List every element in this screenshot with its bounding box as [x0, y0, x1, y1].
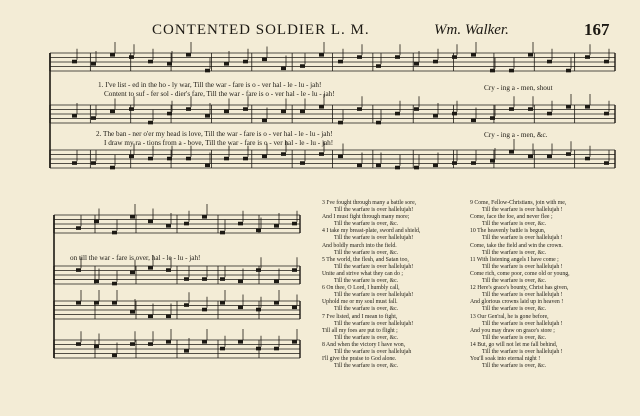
- verse-line: Till the warfare is over hallelujah!: [334, 263, 414, 270]
- verse-line: 5 The world, the flesh, and Satan too,: [322, 256, 409, 263]
- verse-line: Till the warfare is over, &c.: [334, 363, 399, 370]
- verse-line: 9 Come, Fellow-Christians, join with me,: [470, 200, 567, 206]
- verse-line: Till the warfare is over hallelujah: [334, 348, 412, 355]
- verse-line: Unite and strive what they can do ;: [322, 270, 403, 277]
- verse-line: Till the warfare is over hallelujah!: [334, 235, 414, 242]
- verse-line: And glorious crowns laid up in heaven !: [470, 299, 564, 306]
- verse-line: And you may draw on grace's store ;: [470, 327, 555, 334]
- lyric-line-3: 2. The ban - ner o'er my head is love, Till the war - fare is o - ver hal - le - lu - jah!: [96, 130, 333, 138]
- verse-line: Till the warfare is over hallelujah !: [482, 263, 563, 270]
- verse-line: 8 And when the victory I have won,: [322, 341, 406, 348]
- refrain-line-2: Cry - ing a - men, &c.: [484, 131, 548, 139]
- verse-line: Come, take the field and win the crown.: [470, 242, 563, 249]
- verse-line: Till the warfare is over hallelujah!: [334, 292, 414, 299]
- verse-line: Till the warfare is over, &c.: [334, 306, 399, 313]
- verse-line: You'll soak into eternal night !: [470, 356, 541, 363]
- verses-column-left: [322, 200, 420, 370]
- verse-line: 12 Here's grace's bounty, Christ has given,: [470, 285, 569, 292]
- verse-line: Till the warfare is over hallelujah !: [482, 235, 563, 242]
- lyric-line-4: I draw my ra - tions from a - bove, Till the war - fare is o - ver hal - le - lu - jah!: [104, 139, 334, 147]
- verse-line: Till the warfare is over, &c.: [482, 363, 547, 370]
- page-number: 167: [584, 20, 610, 39]
- verse-line: I'll give the praise to God alone.: [322, 356, 397, 363]
- verse-line: Uphold me or my soul must fall.: [322, 299, 398, 306]
- verse-line: 10 The heavenly battle is begun,: [470, 228, 546, 235]
- verse-line: Till the warfare is over, &c.: [334, 278, 399, 285]
- verse-line: Till the warfare is over, &c.: [334, 221, 399, 228]
- verse-line: Till the warfare is over, &c.: [334, 249, 399, 256]
- verse-line: Till the warfare is over hallelujah !: [482, 207, 563, 214]
- verse-line: 4 I take my breast-plate, sword and shield,: [322, 228, 421, 235]
- verse-line: 13 Our Gen'ral, he is gone before,: [470, 313, 549, 320]
- verse-line: Till the warfare is over hallelujah !: [482, 292, 563, 299]
- hymn-title: CONTENTED SOLDIER L. M.: [152, 22, 370, 38]
- verse-line: Come, face the foe, and never flee ;: [470, 214, 553, 221]
- verse-line: 11 With listening angels I have come ;: [470, 256, 559, 263]
- lyric-line-2: Content to suf - fer sol - dier's fare, Till the war - fare is o - ver hal - le - lu - jah!: [104, 90, 335, 98]
- verse-line: Till the warfare is over hallelujah !: [482, 348, 563, 355]
- verse-line: 7 I've listed, and I mean to fight,: [322, 313, 398, 320]
- verse-line: Till the warfare is over, &c.: [482, 334, 547, 341]
- verse-line: Till the warfare is over hallelujah !: [482, 320, 563, 327]
- verse-line: 14 But, go will not let me fall behind,: [470, 341, 558, 348]
- verse-line: Till the warfare is over, &c.: [482, 249, 547, 256]
- verse-line: Till the warfare is over, &c.: [482, 221, 547, 228]
- refrain-line-1: Cry - ing a - men, shout: [484, 84, 553, 92]
- verse-line: Till the warfare is over, &c.: [482, 278, 547, 285]
- verse-line: Come rich, come poor, come old or young,: [470, 270, 570, 277]
- verses-column-right: [470, 200, 570, 370]
- verse-line: Till the warfare is over, &c.: [334, 334, 399, 341]
- verse-line: 6 On thee, O Lord, I humbly call,: [322, 285, 400, 292]
- verse-line: Till the warfare is over hallelujah!: [334, 320, 414, 327]
- verse-line: Till all my foes are put to flight ;: [322, 327, 398, 334]
- lyric-system-2: on till the war - fare is over, hal - le - lu - jah!: [70, 254, 201, 262]
- verse-line: And boldly march into the field.: [322, 242, 397, 249]
- lyric-line-1: 1. I've list - ed in the ho - ly war, Till the war - fare is o - ver hal - le - lu - jah!: [98, 81, 322, 89]
- verse-line: 3 I've fought through many a battle sore,: [322, 200, 417, 206]
- verse-line: And I must fight through many more;: [322, 214, 410, 221]
- composer-name: Wm. Walker.: [434, 22, 509, 38]
- verse-line: Till the warfare is over, &c.: [482, 306, 547, 313]
- verse-line: Till the warfare is over hallelujah!: [334, 207, 414, 214]
